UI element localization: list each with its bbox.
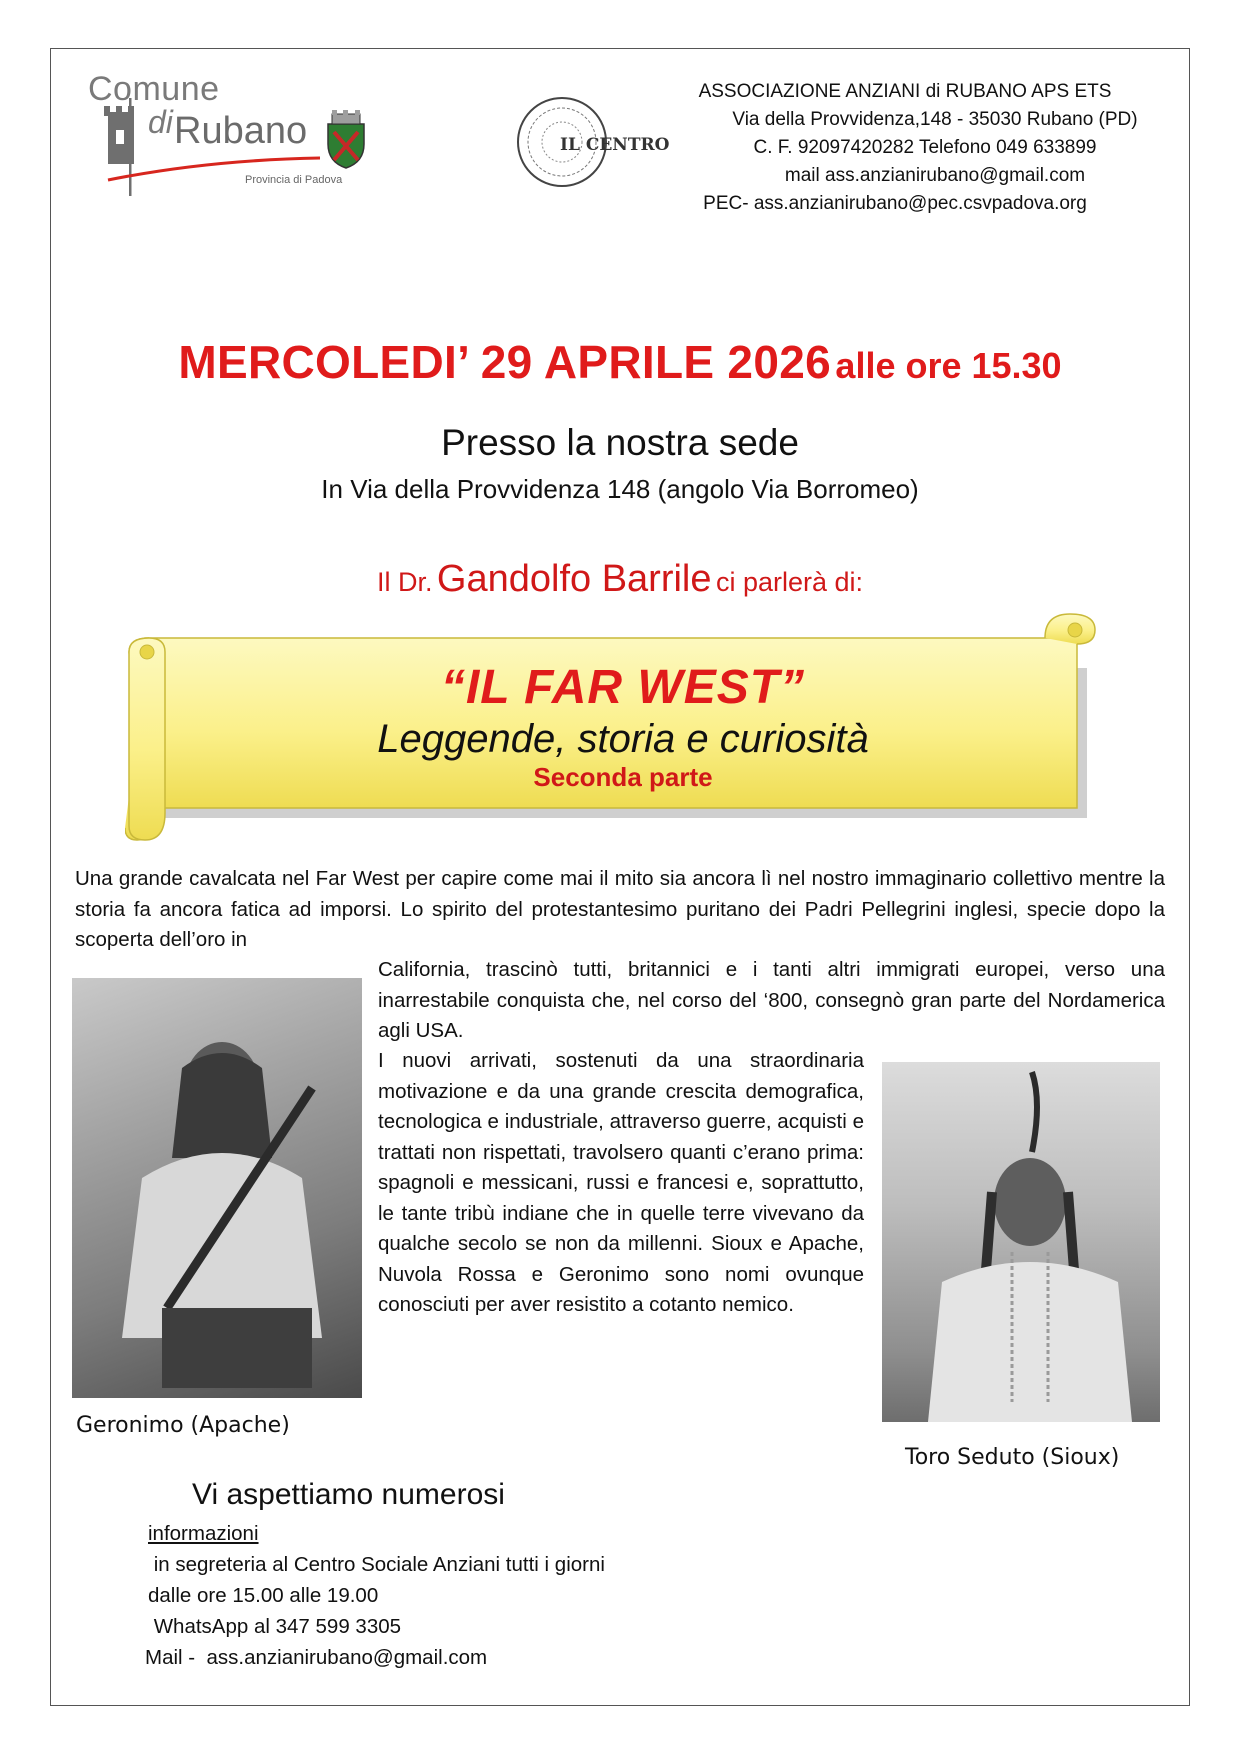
speaker-suffix: ci parlerà di: — [715, 567, 864, 597]
geronimo-caption: Geronimo (Apache) — [76, 1413, 290, 1438]
logo-text-province: Provincia di Padova — [245, 174, 343, 186]
toro-seduto-caption: Toro Seduto (Sioux) — [905, 1445, 1120, 1470]
info-label: informazioni — [148, 1522, 259, 1545]
toro-seduto-photo — [882, 1062, 1160, 1422]
info-block — [145, 1518, 605, 1673]
banner-part: Seconda parte — [533, 762, 713, 792]
speaker-name: Gandolfo Barrile — [436, 558, 712, 600]
body-paragraph-1: Una grande cavalcata nel Far West per capire come mai il mito sia ancora lì nel nostro immaginario collettivo mentre la storia fa ancora fatica ad imporsi. Lo spirito del protestantesimo puritano dei Padri Pellegrini inglesi, specie dopo la scoperta dell’oro in — [75, 867, 1165, 951]
event-time-text: alle ore 15.30 — [835, 345, 1062, 386]
info-line-1: in segreteria al Centro Sociale Anziani tutti i giorni — [148, 1553, 605, 1576]
logo-text-di: di — [148, 104, 173, 140]
association-address: Via della Provvidenza,148 - 35030 Rubano (PD) — [732, 109, 1138, 130]
welcome-text: Vi aspettiamo numerosi — [192, 1478, 505, 1511]
speaker-prefix: Il Dr. — [376, 567, 433, 597]
banner-text — [148, 660, 1098, 793]
association-name: ASSOCIAZIONE ANZIANI di RUBANO APS ETS — [698, 81, 1112, 102]
body-paragraph-2: California, trascinò tutti, britannici e i tanti altri immigrati europei, verso una inarrestabile conquista che, nel corso del ‘800, consegnò gran parte del Nordamerica agli USA. — [378, 958, 1165, 1042]
toro-seduto-portrait-icon — [882, 1062, 1160, 1422]
geronimo-portrait-icon — [72, 978, 362, 1398]
event-date — [0, 335, 1240, 389]
location-address: In Via della Provvidenza 148 (angolo Via Borromeo) — [321, 474, 919, 504]
banner-subtitle: Leggende, storia e curiosità — [377, 717, 869, 761]
event-date-text: MERCOLEDI’ 29 APRILE 2026 — [178, 336, 831, 388]
association-pec: PEC- ass.anzianirubano@pec.csvpadova.org — [703, 193, 1087, 214]
logo-text-comune: Comune — [88, 70, 220, 108]
location-title: Presso la nostra sede — [441, 422, 799, 463]
geronimo-photo — [72, 978, 362, 1398]
svg-text:IL CENTRO: IL CENTRO — [560, 135, 670, 155]
info-line-3: WhatsApp al 347 599 3305 — [148, 1615, 402, 1638]
association-header — [640, 78, 1170, 218]
body-paragraph-3: I nuovi arrivati, sostenuti da una straordinaria motivazione e da una grande crescita demografica, tecnologica e industriale, attraverso guerre, acquisti e trattati non rispettati, travolsero quanti c’erano prima: spagnoli e messicani, russi e francesi e, soprattutto, le tante tribù indiane che in quelle terre vivevano da qualche secolo se non da millenni. Sioux e Apache, Nuvola Rossa e Geronimo sono nomi ovunque conosciuti per aver resistito a cotanto nemico. — [378, 1049, 864, 1316]
info-line-2: dalle ore 15.00 alle 19.00 — [148, 1584, 379, 1607]
info-line-4: Mail - ass.anzianirubano@gmail.com — [145, 1646, 488, 1669]
banner-title: “IL FAR WEST” — [440, 661, 806, 714]
speaker-line — [0, 558, 1240, 601]
association-fiscal-phone: C. F. 92097420282 Telefono 049 633899 — [753, 137, 1097, 158]
logo-text-rubano: Rubano — [174, 110, 308, 152]
association-mail: mail ass.anzianirubano@gmail.com — [784, 165, 1086, 186]
comune-logo — [88, 70, 388, 200]
